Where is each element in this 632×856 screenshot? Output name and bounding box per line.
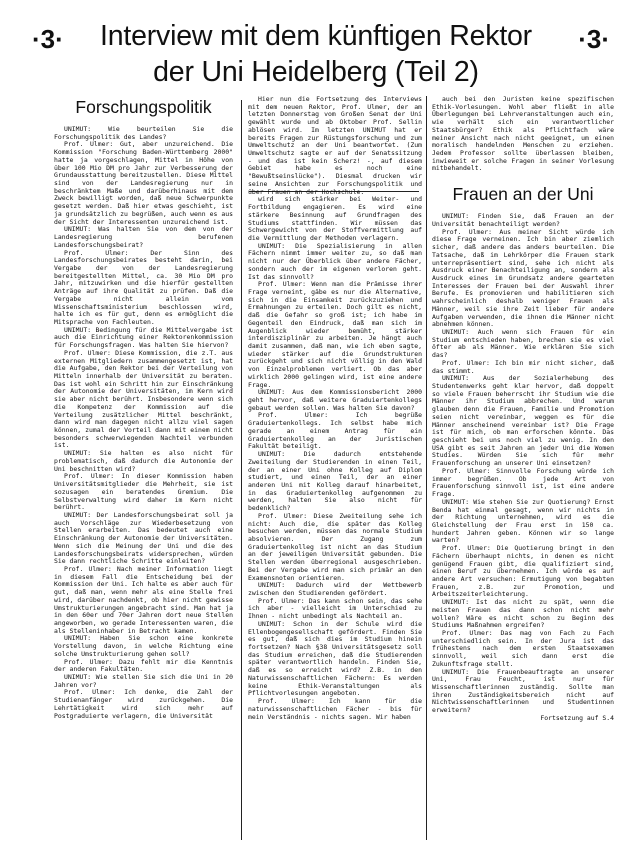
paragraph: UNIMUT: Dadurch wird der Wettbewerb zwischen den Studierenden gefördert. bbox=[248, 581, 422, 597]
continuation-note: Fortsetzung auf S.4 bbox=[540, 713, 614, 722]
column-1 bbox=[54, 96, 233, 720]
title-line-1: Interview mit dem künftigen Rektor bbox=[100, 20, 532, 52]
paragraph: UNIMUT: Wie stellen Sie sich die Uni in 20 Jahren vor? bbox=[54, 673, 233, 689]
column-rule bbox=[241, 100, 242, 840]
column-3-body bbox=[432, 213, 614, 715]
paragraph: Prof. Ulmer: Dazu fehlt mir die Kenntnis der anderen Fakultäten. bbox=[54, 657, 233, 674]
section-heading-forschungspolitik: Forschungspolitik bbox=[75, 97, 212, 117]
paragraph: Prof. Ulmer: Ich denke, die Zahl der Studienanfänger wird zurückgehen. Die Lehrtätigkeit wird sich mehr auf Postgraduierte verlagern, die Universität bbox=[54, 688, 233, 720]
paragraph: UNIMUT: Wie stehen Sie zur Quotierung? Ernst Benda hat einmal gesagt, wenn wir nichts in der Richtung unternehmen, wird es die Gleichstellung der Frau erst in 150 ca. hundert Jahren geben. Können wir so lange warten? bbox=[432, 497, 614, 545]
paragraph: UNIMUT: Ist das nicht zu spät, wenn die meisten Frauen das dann schon nicht mehr wollen? Wäre es nicht schon zu Beginn des Studiums Maßnahmen ergreifen? bbox=[432, 598, 614, 630]
column-1-body bbox=[54, 126, 233, 720]
paragraph: auch bei den Juristen keine spezifischen Ethik-Vorlesungen. Wohl aber fließt in alle Überlegungen bei Lehrveranstaltungen auch ein, wie verhält sich ein verantwortlicher Staatsbürger? Ethik als Pflichtfach wäre meiner Ansicht nach nicht geeignet, um einen moralisch handelnden Menschen zu erziehen. Jedem Professor sollte überlassen bleiben, inwieweit er solche Fragen in seiner Vorlesung mitbehandelt. bbox=[432, 95, 614, 173]
page-number-right: ·3· bbox=[578, 24, 610, 54]
article-title bbox=[80, 18, 552, 90]
column-2 bbox=[248, 96, 422, 721]
paragraph: Prof. Ulmer: Die Quotierung bringt in den Fächern überhaupt nichts, in denen es nicht genügend Frauen gibt, die qualifiziert sind, einen Beruf zu übernehmen. Ich würde es auf andere Art versuchen: Ermutigung von begabten Frauen, z.B. zur Promotion, und Arbeitszeiterleichterung. bbox=[432, 544, 614, 599]
paragraph: Prof. Ulmer: Gut, aber unzureichend. Die Kommission "Forschung Baden-Württemberg 2000" hatte ja vorgeschlagen, Mittel in Höhe von über 100 Mio DM pro Jahr zur Verbesserung der Grundausstattung bereitzustellen. Diese Mittel sind von der Landesregierung nur in beschränktem Maße und darüberhinaus mit dem Zweck bewilligt worden, daß neue Schwerpunkte gesetzt werden. Daß hier etwas geschieht, ist ja grundsätzlich zu begrüßen, auch wenn es aus der Sicht der Interessenten unzureichend ist. bbox=[54, 140, 233, 226]
paragraph: Prof. Ulmer: Diese Zweiteilung sehe ich nicht: Auch die, die später das Kolleg besuchen werden, müssen das normale Studium absolvieren. Der Zugang zum Graduiertenkolleg ist nicht an das Studium an der jeweiligen Universität gebunden. Die Stellen werden überregional ausgeschrieben. Bei der Vergabe wird man sich primär an den Examensnoten orientieren. bbox=[248, 511, 422, 582]
paragraph: UNIMUT: Finden Sie, daß Frauen an der Universität benachteiligt werden? bbox=[432, 212, 614, 228]
paragraph: Prof. Ulmer: Sinnvolle Forschung würde ich immer begrüßen. Ob jede Art von Frauenforschung sinnvoll ist, ist eine andere Frage. bbox=[432, 466, 614, 499]
paragraph: Prof. Ulmer: Aus meiner Sicht würde ich diese Frage verneinen. Ich bin aber ziemlich sicher, daß andere das anders beurteilen. Die Tatsache, daß im Lehrkörper die Frauen stark unterrepräsentiert sind, sehe ich nicht als Ausdruck einer Benachteiligung an, sondern als Ausdruck eines im Grundsatz andere gearteten Interesses der Frauen bei der Auswahl ihrer Berufe. Es promovieren und habilitieren sich wahrscheinlich deshalb weniger Frauen als Männer, weil sie ihre Zeit lieber für andere Aufgaben verwenden, die ihnen die Männer nicht abnehmen können. bbox=[432, 227, 614, 329]
paragraph: UNIMUT: Der Landesforschungsbeirat soll ja auch Vorschläge zur Wiederbesetzung von Stellen erarbeiten. Das bedeutet auch eine Einschränkung der Autonomie der Universitäten. Wenn sich die Meinung der Uni und die des Landesforschungsbeirats widersprechen, würden Sie dann rechtliche Schritte einleiten? bbox=[54, 510, 233, 566]
paragraph: Prof. Ulmer: Das kann schon sein, das sehe ich aber - vielleicht im Unterschied zu Ihnen - nicht unbedingt als Nachteil an. bbox=[248, 596, 422, 621]
paragraph: Prof. Ulmer: Nach meiner Information liegt in diesem Fall die Entscheidung bei der Kommission der Uni. Ich halte es aber auch für gut, daß man, wenn mehr als eine Stelle frei wird, darüber nachdenkt, ob hier nicht gewisse Umstrukturierungen angebracht sind. Man hat ja in den 60er und 70er Jahren dort neue Stellen angeworben, wo gerade Interessenten waren, die als Stelleninhaber in Betracht kamen. bbox=[54, 564, 233, 635]
section-heading-frauen: Frauen an der Uni bbox=[452, 184, 594, 205]
paragraph: UNIMUT: Auch wenn sich Frauen für ein Studium entschieden haben, brechen sie es viel öfter ab als Männer. Wie erklären Sie sich das? bbox=[432, 327, 614, 360]
paragraph: UNIMUT: Sie halten es also nicht für problematisch, daß dadurch die Autonomie der Uni beschnitten wird? bbox=[54, 449, 233, 473]
paragraph: Hier nun die Fortsetzung des Interviews mit dem neuen Rektor, Prof. Ulmer, der am letzten Donnerstag vom Großen Senat der Uni gewählt wurde und ab Oktober Prof. Sellin ablösen wird. Im letzten UNIMUT hat er bereits Fragen zur Rüstungsforschung und zum Umweltschutz an der Uni beantwortet. (Zum Umweltschutz sagte er auf der Senatssitzung - und das ist kein Scherz! -, auf diesem Gebiet habe es noch eine "Bewußtseinslücke"). Diesmal drucken wir seine Ansichten zur Forschungspolitik und über Frauen an der Hochschule. bbox=[248, 95, 422, 196]
paragraph: wird sich stärker bei Weiter- und Fortbildung engagieren. Es wird eine stärkere Besinnung auf Grundfragen des Studiums stattfinden. Wir müssen das Schwergewicht von der Stoffvermittlung auf die Vermittlung der Methoden verlagern. bbox=[248, 195, 422, 242]
paragraph: UNIMUT: Wie beurteilen Sie die Forschungspolitik des Landes? bbox=[54, 125, 233, 141]
paragraph: UNIMUT: Haben Sie schon eine konkrete Vorstellung davon, in welche Richtung eine solche Umstrukturierung gehen soll? bbox=[54, 634, 233, 658]
paragraph: UNIMUT: Die Frauenbeauftragte an unserer Uni, Frau Feucht, ist nur für Wissenschaftlerinnen zuständig. Sollte man ihren Zuständigkeitsbereich nicht auf Nichtwissenschaftlerinnen und Studentinnen erweitern? bbox=[432, 667, 614, 715]
paragraph: Prof. Ulmer: Der Sinn des Landesforschungsbeirates besteht darin, bei Vergabe der von der Landesregierung bereitgestellten Mittel, ca. 30 Mio DM pro Jahr, mitzuwirken und die hierfür gestellten Anträge auf ihre Qualität zu prüfen. Daß die Vergabe nicht allein vom Wissenschaftsministerium beschlossen wird, halte ich es für gut, denn es ermöglicht die Mitsprache von Fachleuten. bbox=[54, 248, 233, 326]
column-2-body bbox=[248, 96, 422, 721]
title-line-2: der Uni Heidelberg (Teil 2) bbox=[153, 56, 479, 88]
paragraph: UNIMUT: Was halten Sie von dem von der Landesregierung berufenen Landesforschungsbeirat? bbox=[54, 225, 233, 249]
paragraph: Prof. Ulmer: In dieser Kommission haben Universitätsmitglieder die Mehrheit, sie ist sozusagen ein beratendes Gremium. Die Selbstverwaltung wird daher im Kern nicht berührt. bbox=[54, 472, 233, 512]
paragraph: Prof. Ulmer: Das mag von Fach zu Fach unterschiedlich sein. In der Jura ist das frühestens nach dem ersten Staatsexamen sinnvoll, weil sich dann erst die Zukunftsfrage stellt. bbox=[432, 629, 614, 668]
paragraph: UNIMUT: Aus dem Kommissionsbericht 2000 geht hervor, daß weitere Graduiertenkollegs gebaut werden sollen. Was halten Sie davon? bbox=[248, 388, 422, 412]
paragraph: UNIMUT: Die Spezialisierung in allen Fächern nimmt immer weiter zu, so daß man nicht nur der Überblick über andere Fächer, sondern auch der im eigenen verloren geht. Ist das sinnvoll? bbox=[248, 241, 422, 281]
paragraph: Prof. Ulmer: Diese Kommission, die z.T. aus externen Mitgliedern zusammengesetzt ist, hat die Aufgabe, den Rektor bei der Verteilung von Mitteln innerhalb der Universität zu beraten. Das ist wohl ein Schritt hin zur Einschränkung der Autonomie der Universitäten, im Kern wird sie aber nicht berührt. Insbesondere wenn sich die Kompetenz der Kommission auf die Verteilung zusätzlicher Mittel beschränkt, dann wird man dagegen nicht allzu viel sagen können, zumal der Vorteil dann mit einem nicht besonders schwerwiegenden Nachteil verbunden ist. bbox=[54, 348, 233, 450]
column-3-top bbox=[432, 96, 614, 173]
paragraph: Prof. Ulmer: Wenn man die Prämisse ihrer Frage verneint, gäbe es nur die Alternative, sich in die Einsamkeit zurückzuziehen und Ermahnungen zu erteilen. Doch gilt es nicht, daß die Gefahr so groß ist; ich habe im Gegenteil den Eindruck, daß man sich im Augenblick wieder bemüht, stärker interdisziplinär zu arbeiten. Je hängt auch damit zusammen, daß man, wie ich eben sagte, wieder stärker auf die Grundstrukturen zurückgeht und sich nicht völlig in den Wald von Einzelproblemen verliert. Ob das aber wirklich 2000 gelingen wird, ist eine andere Frage. bbox=[248, 280, 422, 389]
paragraph: UNIMUT: Die dadurch entstehende Zweiteilung der Studierenden in einen Teil, der an einer Uni ohne Kolleg auf Diplom studiert, und einen Teil, der an einer anderen Uni mit Kolleg darauf hinarbeitet, in das Graduiertenkolleg aufgenommen zu werden, halten Sie also nicht für bedenklich? bbox=[248, 450, 422, 513]
paragraph: Prof. Ulmer: Ich begrüße Graduiertenkollegs. Ich selbst habe mich gerade an einem Antrag für ein Graduiertenkolleg an der Juristischen Fakultät beteiligt. bbox=[248, 411, 422, 451]
page-number-left: ·3· bbox=[32, 24, 64, 54]
paragraph: UNIMUT: Aus der Sozialerhebung des Studentenwerks geht klar hervor, daß doppelt so viele Frauen beherrscht ihr Studium wie die Männer ihr Studium abbrechen. Und warum glauben denn die Frauen, Familie und Promotion seien nicht vereinbar, weggen es für die Männer anscheinend vereinbar ist? Die Frage ist für mich, ob man erforschen könnte. Das geschieht bei uns noch viel zu wenig. In den USA gibt es seit Jahren an jeder Uni die Women Studies. Würden Sie sich für mehr Frauenforschung an unserer Uni einsetzen? bbox=[432, 374, 614, 468]
column-rule bbox=[426, 96, 427, 840]
paragraph: UNIMUT: Bedingung für die Mittelvergabe ist auch die Einrichtung einer Rektorenkommission für Forschungsfragen. Was halten Sie hiervon? bbox=[54, 325, 233, 350]
header bbox=[0, 8, 632, 100]
paragraph: UNIMUT: Schon in der Schule wird die Ellenbogengesellschaft gefördert. Finden Sie es gut, daß sich dies im Studium hinein fortsetzen? Nach §38 Universitätsgesetz soll das Studium erreichen, daß die Studierenden später verantwortlich handeln. Finden Sie, daß es so erreicht wird? Z.B. in den Naturwissenschaftlichen Fächern: Es werden keine Ethik-Veranstaltungen als Pflichtvorlesungen angeboten. bbox=[248, 619, 422, 698]
paragraph: Prof. Ulmer: Ich bin mir nicht sicher, daß das stimmt. bbox=[432, 358, 614, 375]
paragraph: Prof. Ulmer: Ich kann für die naturwissenschaftlichen Fächer - bis für mein Verständnis - nichts sagen. Wir haben bbox=[248, 697, 422, 721]
column-3 bbox=[432, 96, 614, 723]
